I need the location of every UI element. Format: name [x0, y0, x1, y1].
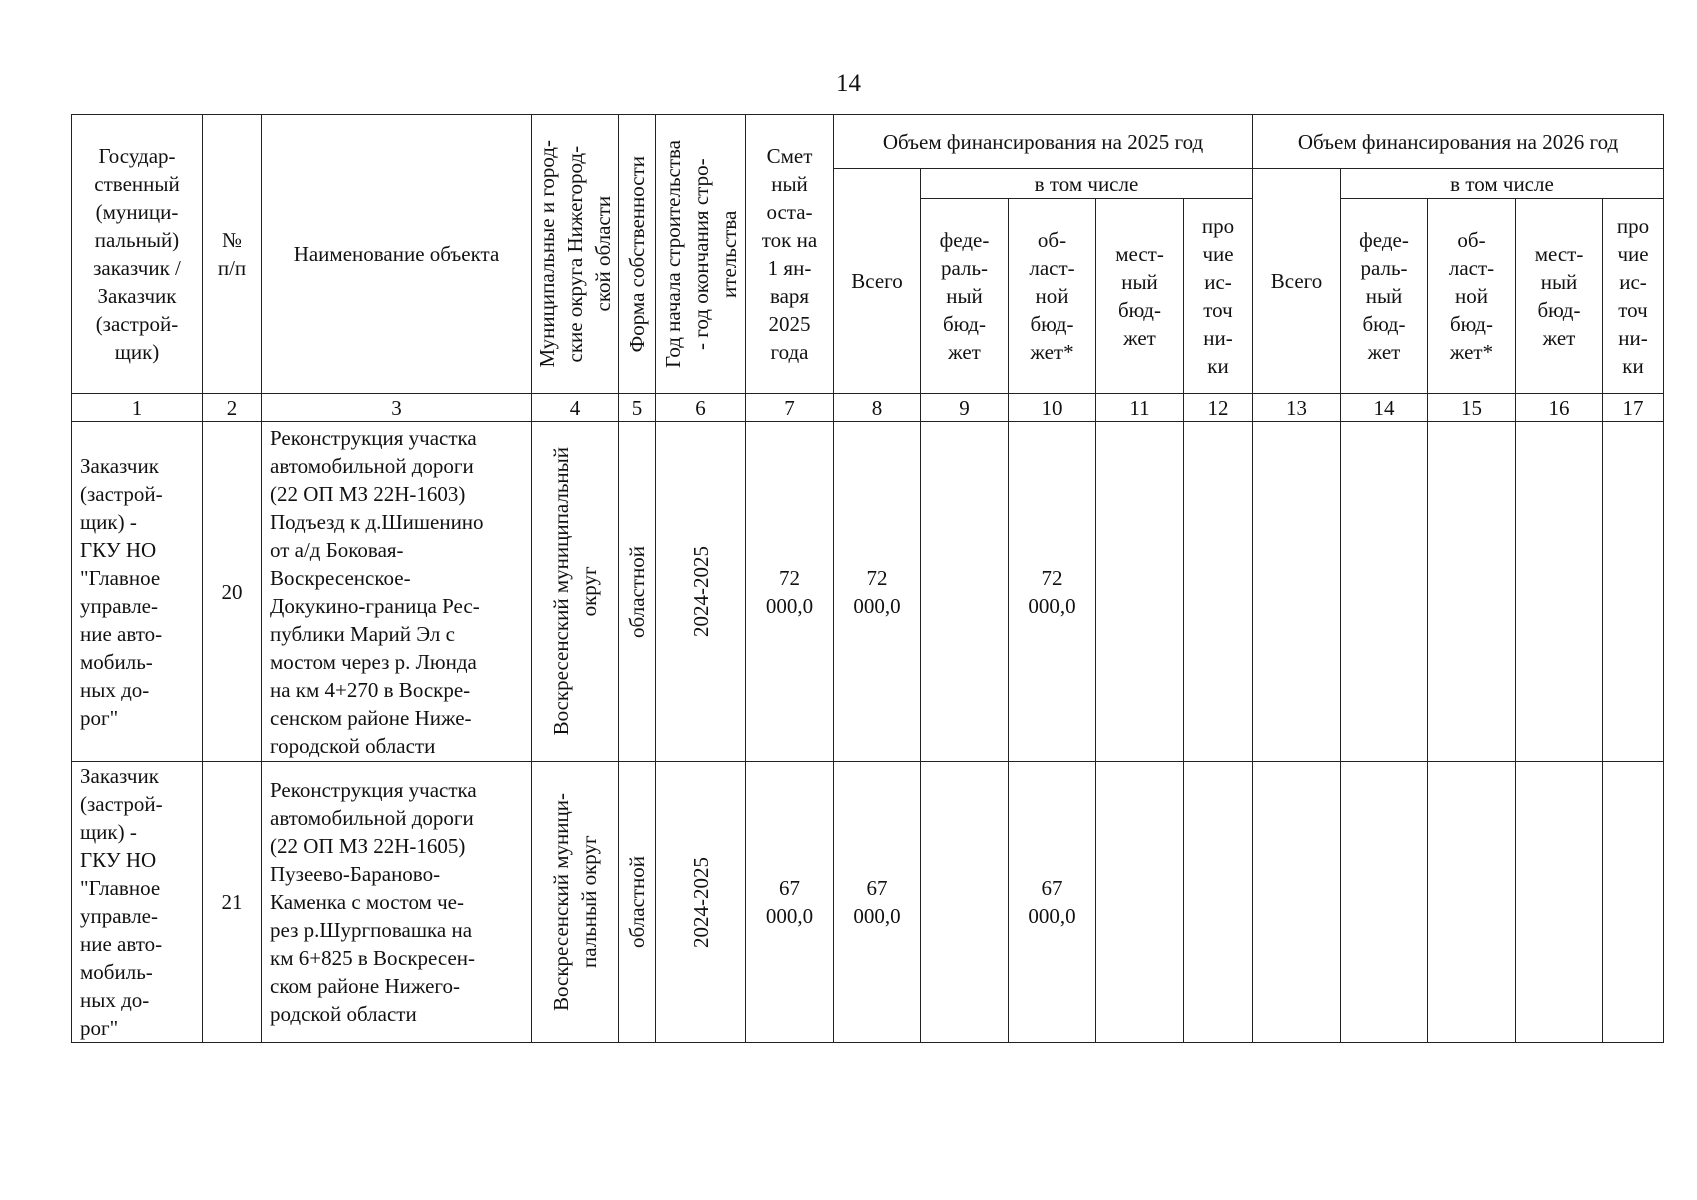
row-total-2025: 67 000,0 [834, 762, 921, 1043]
header-regional-2025: об- ласт- ной бюд- жет* [1009, 199, 1096, 394]
row-years-text: 2024-2025 [688, 546, 713, 637]
header-municipality-text: Муниципальные и город- ские округа Нижегород- ской области [535, 140, 615, 368]
row-municipality [532, 762, 619, 1043]
column-number: 13 [1253, 394, 1341, 422]
row-regional-2026 [1428, 422, 1516, 762]
table-row [72, 422, 1664, 762]
column-number: 1 [72, 394, 203, 422]
row-ownership [619, 762, 656, 1043]
header-including-2025: в том числе [921, 169, 1253, 199]
column-number: 12 [1184, 394, 1253, 422]
column-number-row [72, 394, 1664, 422]
row-total-2025: 72 000,0 [834, 422, 921, 762]
header-regional-2026: об- ласт- ной бюд- жет* [1428, 199, 1516, 394]
header-ownership [619, 115, 656, 394]
row-other-2026 [1603, 762, 1664, 1043]
row-years [656, 422, 746, 762]
column-number: 5 [619, 394, 656, 422]
column-number: 3 [262, 394, 532, 422]
row-object-name: Реконструкция участка автомобильной дороги (22 ОП МЗ 22Н-1605) Пузеево-Бараново- Каменка с мостом че- рез р.Шургповашка на км 6+825 в Воскресен- ском районе Нижего- родской области [262, 762, 532, 1043]
header-other-2025: про чие ис- точ ни- ки [1184, 199, 1253, 394]
row-total-2026 [1253, 422, 1341, 762]
column-number: 16 [1516, 394, 1603, 422]
row-local-2025 [1096, 422, 1184, 762]
column-number: 4 [532, 394, 619, 422]
page-number: 14 [836, 70, 861, 97]
header-row-1 [72, 115, 1664, 169]
financing-table [71, 114, 1664, 1043]
column-number: 14 [1341, 394, 1428, 422]
row-ownership-text: областной [625, 545, 649, 638]
header-other-2026: про чие ис- точ ни- ки [1603, 199, 1664, 394]
column-number: 2 [203, 394, 262, 422]
column-number: 8 [834, 394, 921, 422]
row-num: 21 [203, 762, 262, 1043]
row-customer: Заказчик (застрой- щик) - ГКУ НО "Главное управле- ние авто- мобиль- ных до- рог" [72, 762, 203, 1043]
column-number: 10 [1009, 394, 1096, 422]
row-federal-2026 [1341, 422, 1428, 762]
row-ownership [619, 422, 656, 762]
row-municipality-text: Воскресенский муниципальный округ [549, 447, 601, 736]
row-other-2026 [1603, 422, 1664, 762]
row-num: 20 [203, 422, 262, 762]
row-federal-2025 [921, 762, 1009, 1043]
row-federal-2025 [921, 422, 1009, 762]
header-total-2025: Всего [834, 169, 921, 394]
row-regional-2025: 67 000,0 [1009, 762, 1096, 1043]
header-federal-2025: феде- раль- ный бюд- жет [921, 199, 1009, 394]
row-local-2026 [1516, 762, 1603, 1043]
header-local-2025: мест- ный бюд- жет [1096, 199, 1184, 394]
column-number: 7 [746, 394, 834, 422]
header-fin-2026: Объем финансирования на 2026 год [1253, 115, 1664, 169]
column-number: 15 [1428, 394, 1516, 422]
header-fin-2025: Объем финансирования на 2025 год [834, 115, 1253, 169]
row-federal-2026 [1341, 762, 1428, 1043]
row-customer: Заказчик (застрой- щик) - ГКУ НО "Главное управле- ние авто- мобиль- ных до- рог" [72, 422, 203, 762]
row-object-name: Реконструкция участка автомобильной дороги (22 ОП МЗ 22Н-1603) Подъезд к д.Шишенино от а/д Боковая- Воскресенское- Докукино-граница Рес- публики Марий Эл с мостом через р. Люнда на км 4+270 в Воскре- сенском районе Ниже- городской области [262, 422, 532, 762]
column-number: 11 [1096, 394, 1184, 422]
column-number: 9 [921, 394, 1009, 422]
row-regional-2025: 72 000,0 [1009, 422, 1096, 762]
row-regional-2026 [1428, 762, 1516, 1043]
header-municipality [532, 115, 619, 394]
row-other-2025 [1184, 762, 1253, 1043]
column-number: 17 [1603, 394, 1664, 422]
header-federal-2026: феде- раль- ный бюд- жет [1341, 199, 1428, 394]
header-years [656, 115, 746, 394]
row-ownership-text: областной [625, 856, 649, 948]
row-municipality [532, 422, 619, 762]
header-customer: Государ- ственный (муници- пальный) заказчик / Заказчик (застрой- щик) [72, 115, 203, 394]
row-local-2026 [1516, 422, 1603, 762]
header-balance: Смет ный оста- ток на 1 ян- варя 2025 года [746, 115, 834, 394]
header-local-2026: мест- ный бюд- жет [1516, 199, 1603, 394]
row-years [656, 762, 746, 1043]
row-balance: 72 000,0 [746, 422, 834, 762]
row-other-2025 [1184, 422, 1253, 762]
header-ownership-text: Форма собственности [625, 155, 649, 353]
row-total-2026 [1253, 762, 1341, 1043]
header-total-2026: Всего [1253, 169, 1341, 394]
header-years-text: Год начала строительства - год окончания стро- ительства [660, 140, 741, 368]
header-num: № п/п [203, 115, 262, 394]
column-number: 6 [656, 394, 746, 422]
header-including-2026: в том числе [1341, 169, 1664, 199]
row-municipality-text: Воскресенский муници- пальный округ [549, 792, 601, 1012]
row-years-text: 2024-2025 [688, 856, 713, 948]
table-row [72, 762, 1664, 1043]
header-object-name: Наименование объекта [262, 115, 532, 394]
row-local-2025 [1096, 762, 1184, 1043]
row-balance: 67 000,0 [746, 762, 834, 1043]
